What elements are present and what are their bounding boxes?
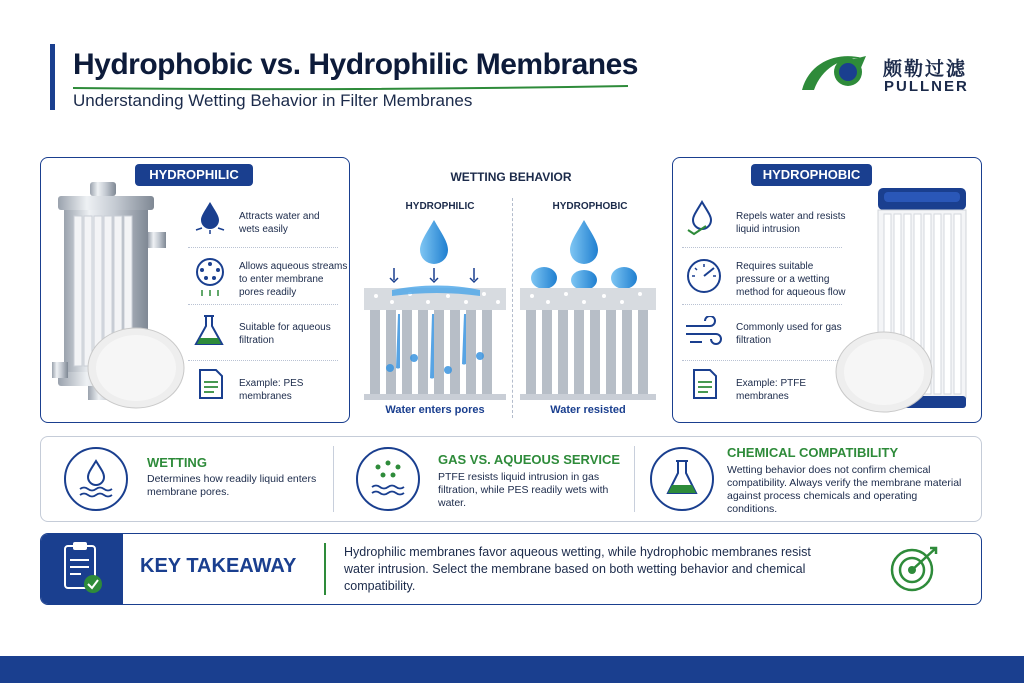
hydrophobic-feature-4: Example: PTFE membranes xyxy=(736,378,807,402)
hydrophilic-wetting-diagram xyxy=(362,218,508,402)
hydrophobic-wetting-diagram xyxy=(518,218,658,402)
info-text-chemical: Wetting behavior does not confirm chemical compatibility. Always verify the membrane material against process chemicals and operating conditions. xyxy=(727,464,962,515)
wetting-behavior-title: WETTING BEHAVIOR xyxy=(450,170,572,184)
info-title-gas-aqueous: GAS VS. AQUEOUS SERVICE xyxy=(438,452,621,467)
info-title-wetting: WETTING xyxy=(147,455,207,470)
water-drop-waves-icon xyxy=(64,447,128,511)
target-arrow-icon xyxy=(888,544,944,594)
document-icon xyxy=(692,368,718,400)
divider xyxy=(324,543,326,595)
divider xyxy=(188,304,338,305)
footer-bar xyxy=(0,656,1024,683)
header-accent-bar xyxy=(50,44,55,110)
takeaway-icon-box xyxy=(41,534,123,604)
document-icon xyxy=(198,368,224,400)
hydrophilic-feature-3: Suitable for aqueous filtration xyxy=(239,322,331,346)
wetting-divider xyxy=(512,198,513,418)
hydrophilic-feature-4: Example: PES membranes xyxy=(239,378,304,402)
hydrophobic-feature-2: Requires suitable pressure or a wetting method for aqueous flow xyxy=(736,261,846,298)
divider xyxy=(634,446,635,512)
wetting-left-caption: Water enters pores xyxy=(385,404,485,416)
divider xyxy=(682,304,842,305)
brand-name-cn: 颇勒过滤 xyxy=(883,59,968,80)
membrane-disc-left xyxy=(86,326,186,410)
hydrophilic-feature-1: Attracts water and wets easily xyxy=(239,211,320,235)
water-drop-check-icon xyxy=(686,200,722,236)
wetting-right-caption: Water resisted xyxy=(550,404,626,416)
wetting-right-label: HYDROPHOBIC xyxy=(552,201,628,212)
page-subtitle: Understanding Wetting Behavior in Filter Membranes xyxy=(73,91,473,110)
wetting-left-label: HYDROPHILIC xyxy=(405,201,475,212)
gas-flow-icon xyxy=(684,316,724,346)
divider xyxy=(188,360,338,361)
key-takeaway-title: KEY TAKEAWAY xyxy=(140,555,297,577)
brand-name-en: PULLNER xyxy=(884,78,969,95)
info-text-wetting: Determines how readily liquid enters membrane pores. xyxy=(147,473,317,498)
info-title-chemical: CHEMICAL COMPATIBILITY xyxy=(727,445,899,460)
divider xyxy=(188,247,338,248)
divider xyxy=(333,446,334,512)
divider xyxy=(682,360,842,361)
hydrophilic-badge: HYDROPHILIC xyxy=(135,164,253,186)
flask-icon xyxy=(194,314,224,348)
divider xyxy=(682,247,842,248)
membrane-disc-right xyxy=(834,330,934,414)
pullner-logo-icon xyxy=(800,50,878,94)
hydrophilic-feature-2: Allows aqueous streams to enter membrane pores readily xyxy=(239,261,348,298)
clipboard-check-icon xyxy=(41,534,123,604)
hydrophobic-feature-3: Commonly used for gas filtration xyxy=(736,322,842,346)
info-text-gas-aqueous: PTFE resists liquid intrusion in gas filtration, while PES readily wets with water. xyxy=(438,471,609,509)
hydrophobic-feature-1: Repels water and resists liquid intrusion xyxy=(736,211,846,235)
key-takeaway-text: Hydrophilic membranes favor aqueous wetting, while hydrophobic membranes resist water intrusion. Select the membrane based on both wetting behavior and chemical compatibility. xyxy=(344,545,811,593)
gauge-icon xyxy=(684,258,724,294)
hydrophobic-badge: HYDROPHOBIC xyxy=(751,164,872,186)
beaker-icon xyxy=(650,447,714,511)
page-title: Hydrophobic vs. Hydrophilic Membranes xyxy=(73,48,638,81)
pores-flow-icon xyxy=(192,256,228,298)
water-drop-splash-icon xyxy=(192,200,228,236)
bubbles-waves-icon xyxy=(356,447,420,511)
